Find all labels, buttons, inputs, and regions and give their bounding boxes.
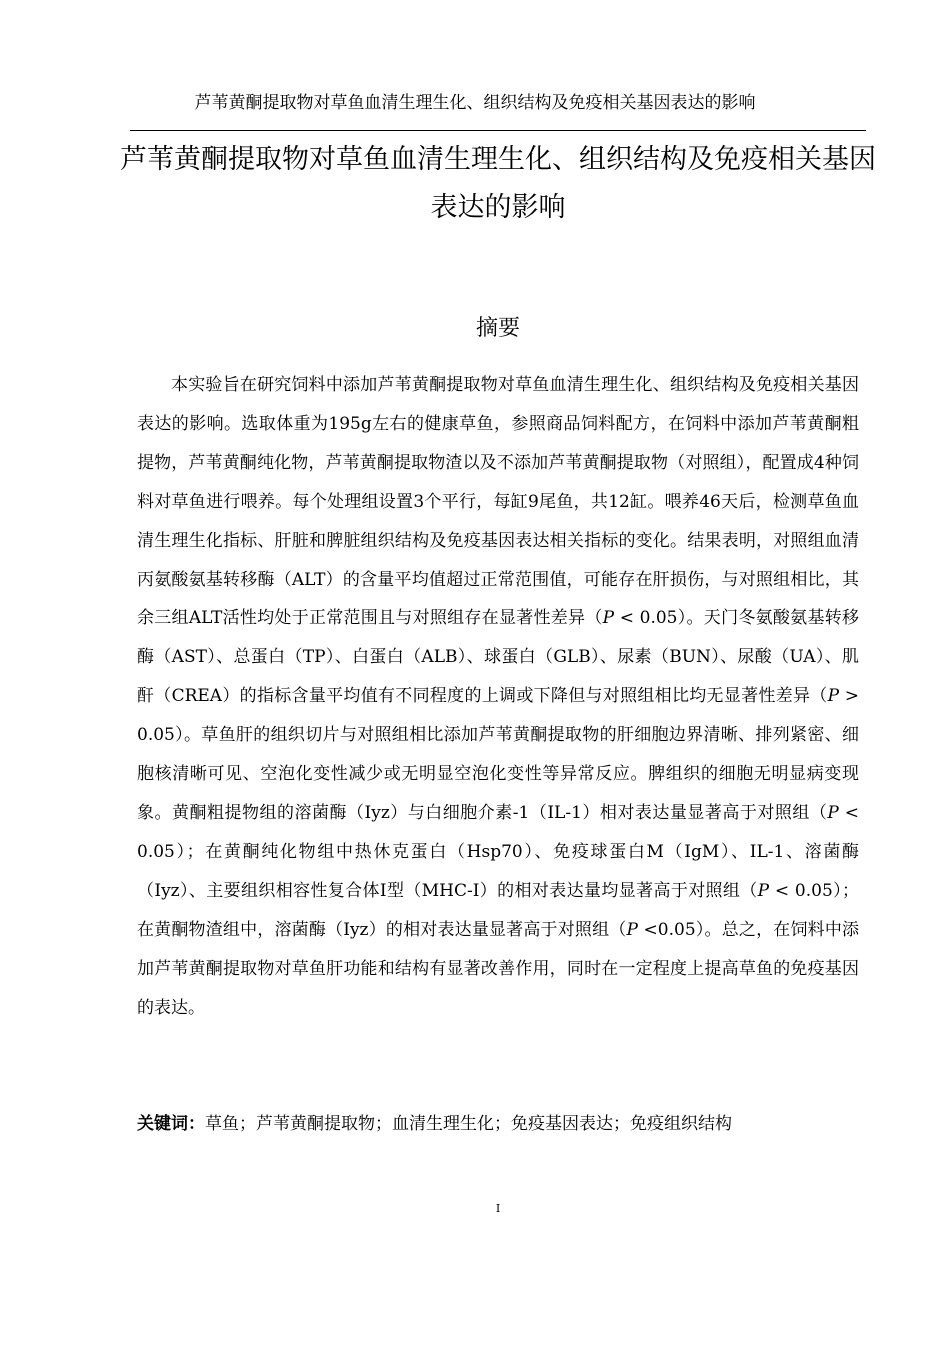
document-title: 芦苇黄酮提取物对草鱼血清生理生化、组织结构及免疫相关基因表达的影响 <box>120 144 876 223</box>
running-header: 芦苇黄酮提取物对草鱼血清生理生化、组织结构及免疫相关基因表达的影响 <box>194 93 756 113</box>
abstract-text: 本实验旨在研究饲料中添加芦苇黄酮提取物对草鱼血清生理生化、组织结构及免疫相关基因表达的影响。选取体重为195g左右的健康草鱼，参照商品饲料配方，在饲料中添加芦苇黄酮粗提物，芦苇黄酮纯化物，芦苇黄酮提取物渣以及不添加芦苇黄酮提取物（对照组），配置成4种饲料对草鱼进行喂养。每个处理组设置3个平行，每缸9尾鱼，共12缸。喂养46天后，检测草鱼血清生理生化指标、肝脏和脾脏组织结构及免疫基因表达相关指标的变化。结果表明，对照组血清丙氨酸氨基转移酶（ALT）的含量平均值超过正常范围值，可能存在肝损伤，与对照组相比，其余三组ALT活性均处于正常范围且与对照组存在显著性差异（ <box>137 375 859 629</box>
abstract-text: < 0.05）；在黄酮物渣组中，溶菌酶（Iyz）的相对表达量显著高于对照组（ <box>137 880 859 940</box>
keywords-line <box>137 1109 859 1139</box>
keywords-label: 关键词： <box>137 1114 205 1134</box>
p-value-symbol: P <box>602 608 615 629</box>
p-value-symbol: P <box>626 919 638 940</box>
abstract-text: <0.05）。总之，在饲料中添加芦苇黄酮提取物对草鱼肝功能和结构有显著改善作用，同时在一定程度上提高草鱼的免疫基因的表达。 <box>137 919 860 1018</box>
abstract-text: > 0.05）。草鱼肝的组织切片与对照组相比添加芦苇黄酮提取物的肝细胞边界清晰、排列紧密、细胞核清晰可见、空泡化变性减少或无明显空泡化变性等异常反应。脾组织的细胞无明显病变现象。黄酮粗提物组的溶菌酶（Iyz）与白细胞介素-1（IL-1）相对表达量显著高于对照组（ <box>137 686 859 823</box>
abstract-heading: 摘要 <box>475 316 520 341</box>
abstract-body <box>137 366 859 1027</box>
p-value-symbol: P <box>827 686 840 707</box>
header-rule <box>130 130 866 131</box>
keywords-list: 草鱼；芦苇黄酮提取物；血清生理生化；免疫基因表达；免疫组织结构 <box>205 1114 732 1134</box>
page-number: I <box>495 1202 501 1215</box>
abstract-text: < 0.05）。天门冬氨酸氨基转移酶（AST）、总蛋白（TP）、白蛋白（ALB）、球蛋白（GLB）、尿素（BUN）、尿酸（UA）、肌酐（CREA）的指标含量平均值有不同程度的上调或下降但与对照组相比均无显著性差异（ <box>137 608 859 707</box>
p-value-symbol: P <box>827 802 839 823</box>
p-value-symbol: P <box>757 880 770 901</box>
abstract-text: < 0.05）；在黄酮纯化物组中热休克蛋白（Hsp70）、免疫球蛋白M（IgM）、IL-1、溶菌酶（Iyz）、主要组织相容性复合体Ⅰ型（MHC-I）的相对表达量均显著高于对照组（ <box>137 802 859 901</box>
